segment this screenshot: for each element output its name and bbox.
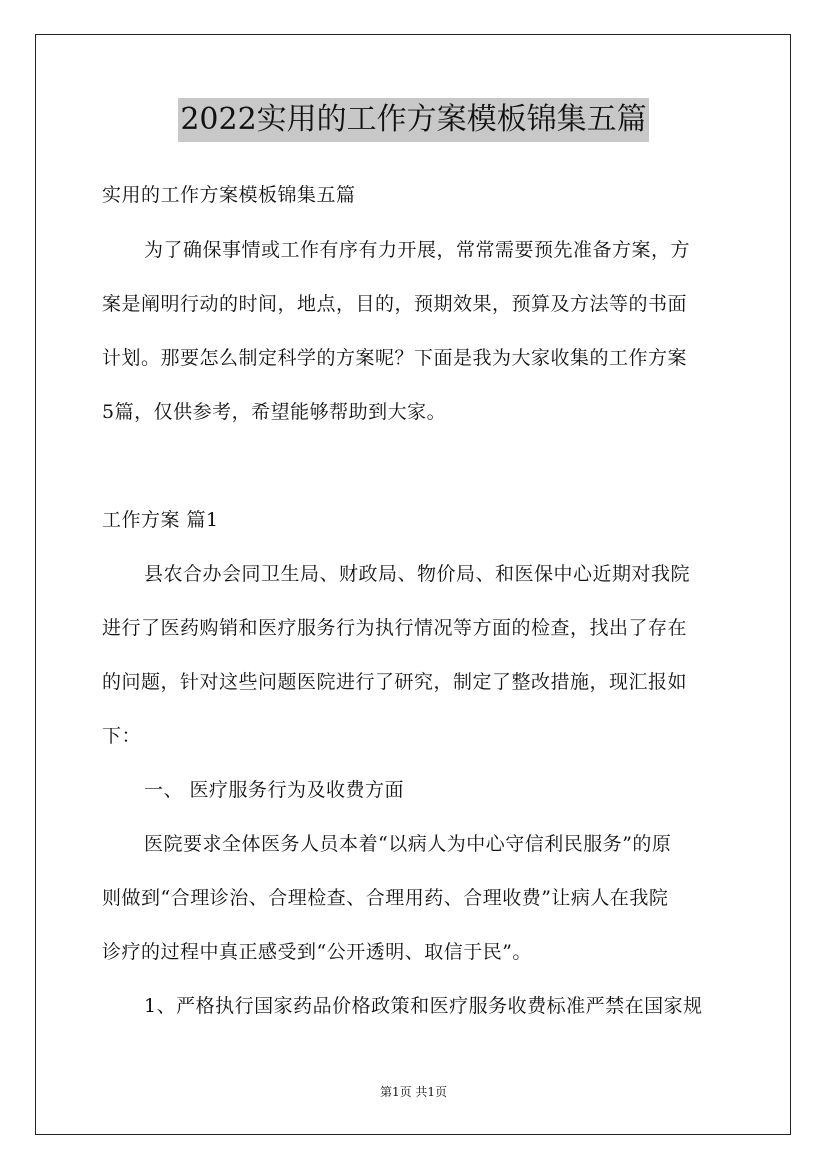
section-heading: 工作方案 篇1	[102, 509, 219, 531]
paragraph-line: 计划。那要怎么制定科学的方案呢？下面是我为大家收集的工作方案	[102, 347, 688, 369]
paragraph-line: 则做到“合理诊治、合理检查、合理用药、合理收费”让病人在我院	[102, 887, 669, 909]
paragraph-line: 为了确保事情或工作有序有力开展，常常需要预先准备方案，方	[144, 239, 691, 261]
document-title: 2022实用的工作方案模板锦集五篇	[178, 98, 648, 142]
subheading: 一、 医疗服务行为及收费方面	[144, 779, 405, 801]
paragraph-line: 诊疗的过程中真正感受到“公开透明、取信于民”。	[102, 941, 532, 963]
paragraph-line: 县农合办会同卫生局、财政局、物价局、和医保中心近期对我院	[144, 563, 691, 585]
paragraph-line: 1、严格执行国家药品价格政策和医疗服务收费标准严禁在国家规	[144, 995, 703, 1017]
paragraph-line: 的问题，针对这些问题医院进行了研究，制定了整改措施，现汇报如	[102, 671, 688, 693]
paragraph-line: 案是阐明行动的时间，地点，目的，预期效果，预算及方法等的书面	[102, 293, 688, 315]
paragraph-line: 5篇，仅供参考，希望能够帮助到大家。	[102, 401, 447, 423]
paragraph-line: 医院要求全体医务人员本着“以病人为中心守信利民服务”的原	[144, 833, 672, 855]
paragraph-line: 进行了医药购销和医疗服务行为执行情况等方面的检查，找出了存在	[102, 617, 688, 639]
page-footer: 第1页 共1页	[379, 1085, 448, 1099]
subtitle: 实用的工作方案模板锦集五篇	[102, 184, 356, 206]
paragraph-line: 下：	[102, 725, 142, 747]
title-container	[0, 98, 827, 142]
